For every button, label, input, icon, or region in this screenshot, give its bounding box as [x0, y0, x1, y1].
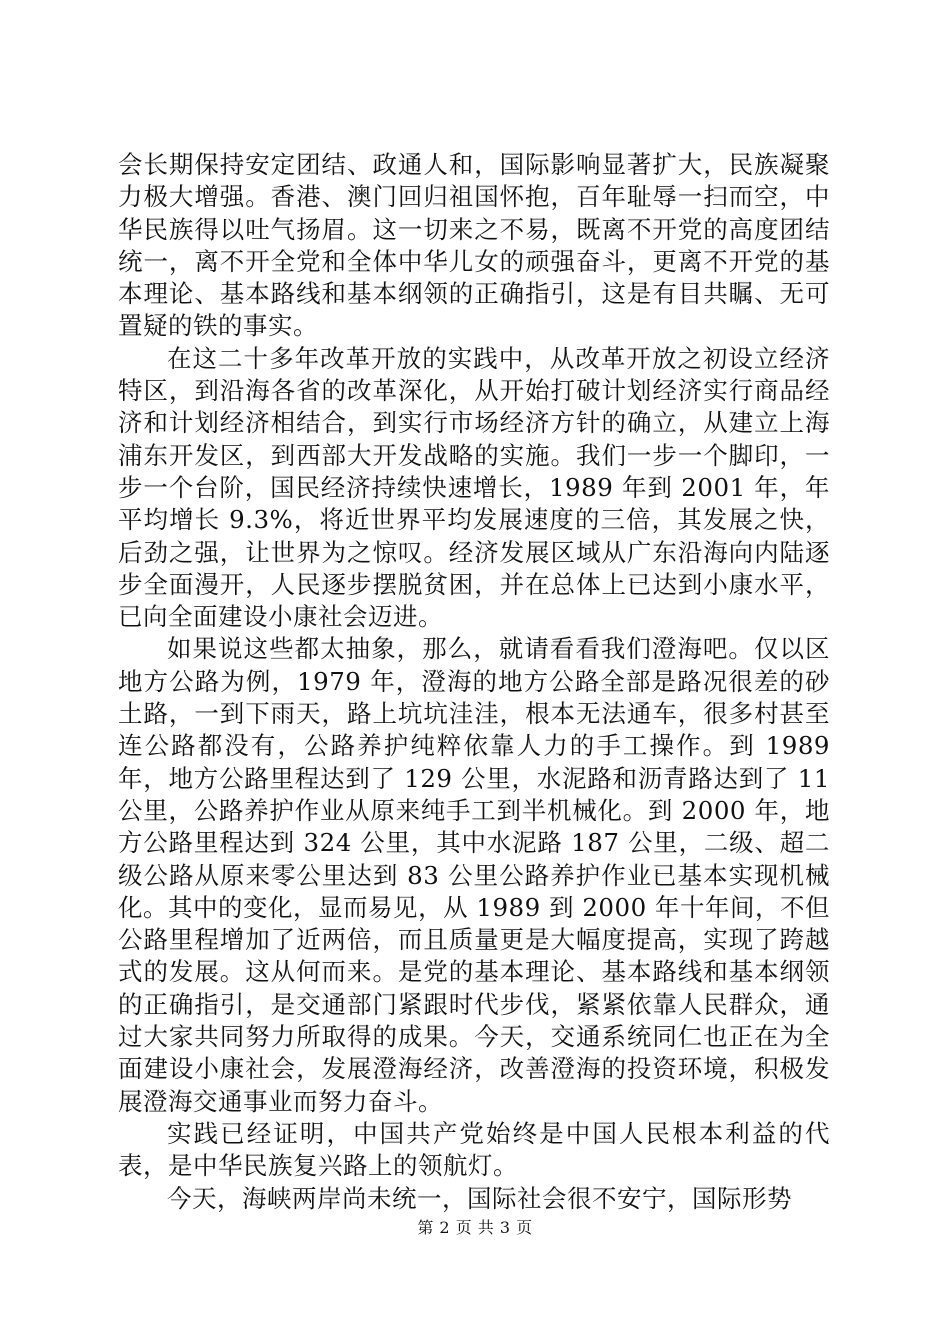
paragraph-3: 如果说这些都太抽象，那么，就请看看我们澄海吧。仅以区地方公路为例，1979 年，澄海的地方公路全部是路况很差的砂土路，一到下雨天，路上坑坑洼洼，根本无法通车，很多村甚至连公路都没有，公路养护纯粹依靠人力的手工操作。到 1989 年，地方公路里程达到了 129 公里，水泥路和沥青路达到了 11 公里，公路养护作业从原来纯手工到半机械化。到 2000 年，地方公路里程达到 324 公里，其中水泥路 187 公里，二级、超二级公路从原来零公里达到 83 公里公路养护作业已基本实现机械化。其中的变化，显而易见，从 1989 到 2000 年十年间，不但公路里程增加了近两倍，而且质量更是大幅度提高，实现了跨越式的发展。这从何而来。是党的基本理论、基本路线和基本纲领的正确指引，是交通部门紧跟时代步伐，紧紧依靠人民群众，通过大家共同努力所取得的成果。今天，交通系统同仁也正在为全面建设小康社会，发展澄海经济，改善澄海的投资环境，积极发展澄海交通事业而努力奋斗。 — [118, 634, 830, 1116]
page-footer: 第 2 页 共 3 页 — [417, 1218, 533, 1237]
paragraph-5: 今天，海峡两岸尚未统一，国际社会很不安宁，国际形势 — [167, 1183, 792, 1213]
paragraph-2: 在这二十多年改革开放的实践中，从改革开放之初设立经济特区，到沿海各省的改革深化，从开始打破计划经济实行商品经济和计划经济相结合，到实行市场经济方针的确立，从建立上海浦东开发区，到西部大开发战略的实施。我们一步一个脚印，一步一个台阶，国民经济持续快速增长，1989 年到 2001 年，年平均增长 9.3%，将近世界平均发展速度的三倍，其发展之快，后劲之强，让世界为之惊叹。经济发展区域从广东沿海向内陆逐步全面漫开，人民逐步摆脱贫困，并在总体上已达到小康水平，已向全面建设小康社会迈进。 — [118, 343, 830, 632]
document-body — [118, 149, 830, 1215]
paragraph-1: 会长期保持安定团结、政通人和，国际影响显著扩大，民族凝聚力极大增强。香港、澳门回归祖国怀抱，百年耻辱一扫而空，中华民族得以吐气扬眉。这一切来之不易，既离不开党的高度团结统一，离不开全党和全体中华儿女的顽强奋斗，更离不开党的基本理论、基本路线和基本纲领的正确指引，这是有目共瞩、无可置疑的铁的事实。 — [118, 150, 830, 341]
paragraph-4: 实践已经证明，中国共产党始终是中国人民根本利益的代表，是中华民族复兴路上的领航灯。 — [118, 1118, 830, 1181]
